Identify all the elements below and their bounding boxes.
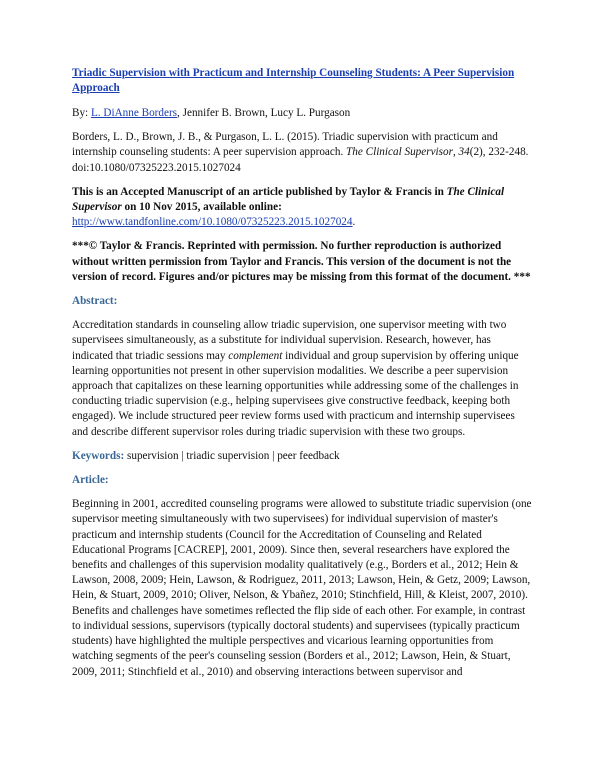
citation-volume: 34 — [458, 146, 470, 159]
article-title[interactable]: Triadic Supervision with Practicum and Internship Counseling Students: A Peer Supervision Approach — [72, 67, 515, 94]
accepted-date: on 10 Nov 2015, available online: — [121, 201, 282, 214]
abstract-body — [72, 318, 532, 440]
citation-text: Borders, L. D., Brown, J. B., & Purgason, L. L. (2015). Triadic supervision with practicum and internship counseling students: A peer supervision approach. — [72, 131, 498, 159]
abstract-text-2: individual and group supervision by offering unique learning opportunities not present in other supervision modalities. We describe a peer supervision approach that capitalizes on these learning opportunities while addressing some of the challenges in conducting triadic supervision (e.g., helping supervisees give constructive feedback, keeping both engaged). We include structured peer review forms used with practicum and internship supervisees and describe different supervisor roles during triadic supervision with these two groups. — [72, 349, 519, 438]
keywords-list: supervision | triadic supervision | peer feedback — [124, 449, 340, 462]
byline — [72, 106, 532, 121]
keywords-label: Keywords: — [72, 449, 125, 462]
keywords — [72, 449, 532, 464]
other-authors: , Jennifer B. Brown, Lucy L. Purgason — [177, 107, 351, 119]
document-page — [72, 66, 532, 689]
article-body: Beginning in 2001, accredited counseling programs were allowed to substitute triadic supervision (one supervisor meeting simultaneously with two supervisees) for individual supervision of master's practicum and internship students (Council for the Accreditation of Counseling and Related Educational Programs [CACREP], 2001, 2009). Since then, several researchers have explored the benefits and challenges of this supervision modality qualitatively (e.g., Borders et al., 2012; Hein & Lawson, 2008, 2009; Hein, Lawson, & Rodriguez, 2011, 2013; Lawson, Hein, & Getz, 2009; Lawson, Hein, & Stuart, 2009, 2010; Oliver, Nelson, & Ybañez, 2010; Stinchfield, Hill, & Kleist, 2007, 2010). Benefits and challenges have sometimes reflected the flip side of each other. For example, in contrast to individual sessions, supervisors (typically doctoral students) and supervisees (typically practicum students) have highlighted the multiple perspectives and vicarious learning opportunities from watching segments of the peer's counseling session (Borders et al., 2012; Lawson, Hein, & Stuart, 2009, 2011; Stinchfield et al., 2010) and observing interactions between supervisor and — [72, 498, 532, 678]
citation-separator: , — [452, 146, 459, 159]
abstract-text-1: Accreditation standards in counseling allow triadic supervision, one supervisor meeting with two supervisees simultaneously, as a substitute for individual supervision. Research, however, has indicated that triadic sessions may — [72, 319, 507, 362]
citation-journal: The Clinical Supervisor — [346, 146, 453, 159]
citation-pages: (2), 232-248. doi:10.1080/07325223.2015.1027024 — [72, 146, 529, 174]
doi-link[interactable]: http://www.tandfonline.com/10.1080/07325223.2015.1027024 — [72, 216, 353, 229]
accepted-manuscript-notice — [72, 185, 532, 231]
abstract-heading: Abstract: — [72, 295, 118, 308]
accepted-journal: The Clinical Supervisor — [72, 185, 505, 214]
copyright-notice: ***© Taylor & Francis. Reprinted with permission. No further reproduction is authorized without written permission from Taylor and Francis. This version of the document is not the version of record. Figures and/or pictures may be missing from this format of the document. *** — [72, 240, 531, 283]
abstract-emphasis: complement — [228, 349, 283, 362]
accepted-end: . — [352, 216, 356, 229]
article-heading: Article: — [72, 474, 109, 487]
accepted-text: This is an Accepted Manuscript of an article published by Taylor & Francis in — [72, 185, 447, 198]
author-link[interactable]: L. DiAnne Borders — [90, 107, 178, 119]
byline-prefix: By: — [72, 107, 91, 119]
citation — [72, 130, 532, 176]
